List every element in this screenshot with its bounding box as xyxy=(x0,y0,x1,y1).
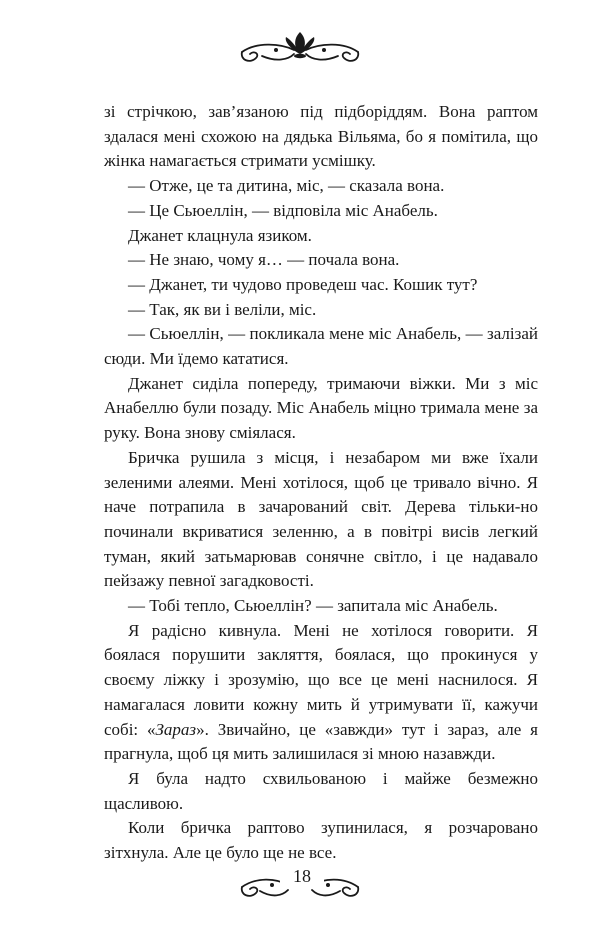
paragraph xyxy=(104,619,538,767)
paragraph: Джанет клацнула язиком. xyxy=(128,225,312,245)
body-text xyxy=(104,100,538,866)
paragraph: — Сьюеллін, — покликала мене міс Анабель, — залізай сюди. Ми їдемо кататися. xyxy=(104,324,538,369)
paragraph: — Отже, це та дитина, міс, — сказала вона. xyxy=(128,176,445,196)
paragraph: — Не знаю, чому я… — почала вона. xyxy=(128,250,400,270)
top-ornament-icon xyxy=(236,26,364,72)
italic-word: Зараз xyxy=(155,719,197,739)
paragraph-text: ». Звичайно, це «завжди» тут і зараз, але я прагнула, щоб ця мить залишилася зі мною назавжди. xyxy=(104,719,538,764)
paragraph: Джанет сиділа попереду, тримаючи віжки. Ми з міс Анабеллю були позаду. Міс Анабель міцно тримала мене за руку. Вона знову сміялася. xyxy=(104,373,538,443)
paragraph-text: Я радісно кивнула. Мені не хотілося говорити. Я боялася порушити закляття, боялася, що прокинуся у своєму ліжку і зрозумію, що все це мені наснилося. Я намагалася ловити кожну мить й утримувати її, кажучи собі: « xyxy=(104,620,538,739)
paragraph: Я була надто схвильованою і майже безмежно щасливою. xyxy=(104,768,538,813)
page-number: 18 xyxy=(280,866,324,887)
paragraph: — Це Сьюеллін, — відповіла міс Анабель. xyxy=(128,200,438,220)
paragraph: Бричка рушила з місця, і незабаром ми вже їхали зеленими алеями. Мені хотілося, щоб це тривало вічно. Я наче потрапила в зачарований світ. Дерева тільки-но починали вкриватися зеленню, а в повітрі висів легкий туман, який затьмарював сонячне світло, і це надавало пейзажу певної загадковості. xyxy=(104,447,538,591)
paragraph: — Тобі тепло, Сьюеллін? — запитала міс Анабель. xyxy=(128,596,498,616)
paragraph: — Джанет, ти чудово проведеш час. Кошик тут? xyxy=(128,274,478,294)
paragraph: — Так, як ви і веліли, міс. xyxy=(128,299,317,319)
paragraph: зі стрічкою, зав’язаною під підборіддям. Вона раптом здалася мені схожою на дядька Вільяма, бо я помітила, що жінка намагається стримати усмішку. xyxy=(104,102,538,171)
paragraph: Коли бричка раптово зупинилася, я розчаровано зітхнула. Але це було ще не все. xyxy=(104,818,538,863)
